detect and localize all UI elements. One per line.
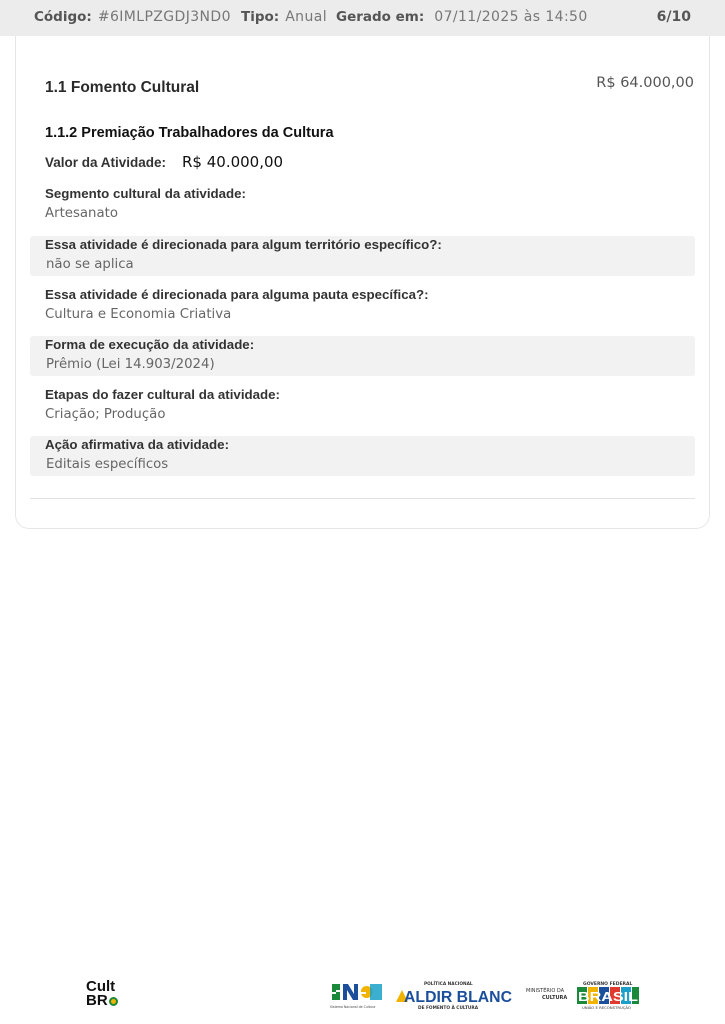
card-divider <box>30 498 695 499</box>
pnab-bottom-text: DE FOMENTO À CULTURA <box>418 1006 479 1010</box>
activity-value-amount: R$ 40.000,00 <box>182 153 284 171</box>
gerado-value: 07/11/2025 às 14:50 <box>434 9 588 25</box>
gov-top-text: GOVERNO FEDERAL <box>583 982 633 987</box>
snc-logo <box>330 980 384 1010</box>
page-number: 6/10 <box>656 9 691 25</box>
section-title: 1.1 Fomento Cultural <box>45 79 200 96</box>
cultbr-logo-text: BR <box>86 992 108 1009</box>
tipo-label: Tipo: <box>241 9 280 25</box>
pnab-top-text: POLÍTICA NACIONAL <box>424 982 473 987</box>
field-value: Editais específicos <box>46 457 169 472</box>
field-value: Cultura e Economia Criativa <box>45 307 232 322</box>
pnab-main-text: ALDIR BLANC <box>404 989 513 1006</box>
minc-logo <box>524 985 570 1003</box>
section-total-value: R$ 64.000,00 <box>596 75 694 91</box>
governo-federal-logo <box>576 980 640 1010</box>
field-etapas <box>30 386 695 426</box>
gov-main-text: BRASIL <box>578 989 639 1004</box>
field-acao-afirmativa <box>30 436 695 476</box>
activity-value-label: Valor da Atividade: <box>45 155 167 170</box>
gerado-group <box>336 9 588 25</box>
field-value: Artesanato <box>45 206 118 221</box>
field-value: Criação; Produção <box>45 407 166 422</box>
codigo-group <box>34 9 231 25</box>
field-value: não se aplica <box>46 257 134 272</box>
cultbr-logo <box>86 980 118 1008</box>
gov-bottom-text: UNIÃO E RECONSTRUÇÃO <box>582 1005 631 1010</box>
tipo-group <box>241 9 327 25</box>
minc-line1: MINISTÉRIO DA <box>526 988 565 994</box>
field-value: Prêmio (Lei 14.903/2024) <box>46 357 215 372</box>
cultbr-dot-icon <box>109 997 118 1006</box>
codigo-label: Código: <box>34 9 92 25</box>
field-label: Essa atividade é direcionada para algum território específico?: <box>45 237 442 252</box>
document-header-bar <box>0 0 725 36</box>
snc-caption: Sistema Nacional de Cultura <box>330 1005 376 1009</box>
activity-title: 1.1.2 Premiação Trabalhadores da Cultura <box>45 125 334 141</box>
field-label: Forma de execução da atividade: <box>45 337 255 352</box>
field-label: Segmento cultural da atividade: <box>45 186 246 201</box>
tipo-value: Anual <box>285 9 327 25</box>
cultbr-logo-line1: Cult <box>86 978 116 995</box>
field-pauta <box>30 286 695 326</box>
field-label: Essa atividade é direcionada para alguma pauta específica?: <box>45 287 429 302</box>
field-label: Ação afirmativa da atividade: <box>45 437 230 452</box>
field-forma-execucao <box>30 336 695 376</box>
field-segmento <box>30 185 695 225</box>
minc-line2: CULTURA <box>542 995 568 1001</box>
field-territorio <box>30 236 695 276</box>
gerado-label: Gerado em: <box>336 9 425 25</box>
cultbr-logo-line2 <box>86 994 118 1008</box>
pnab-logo <box>396 980 514 1010</box>
field-label: Etapas do fazer cultural da atividade: <box>45 387 280 402</box>
codigo-value: #6IMLPZGDJ3ND0 <box>97 9 231 25</box>
